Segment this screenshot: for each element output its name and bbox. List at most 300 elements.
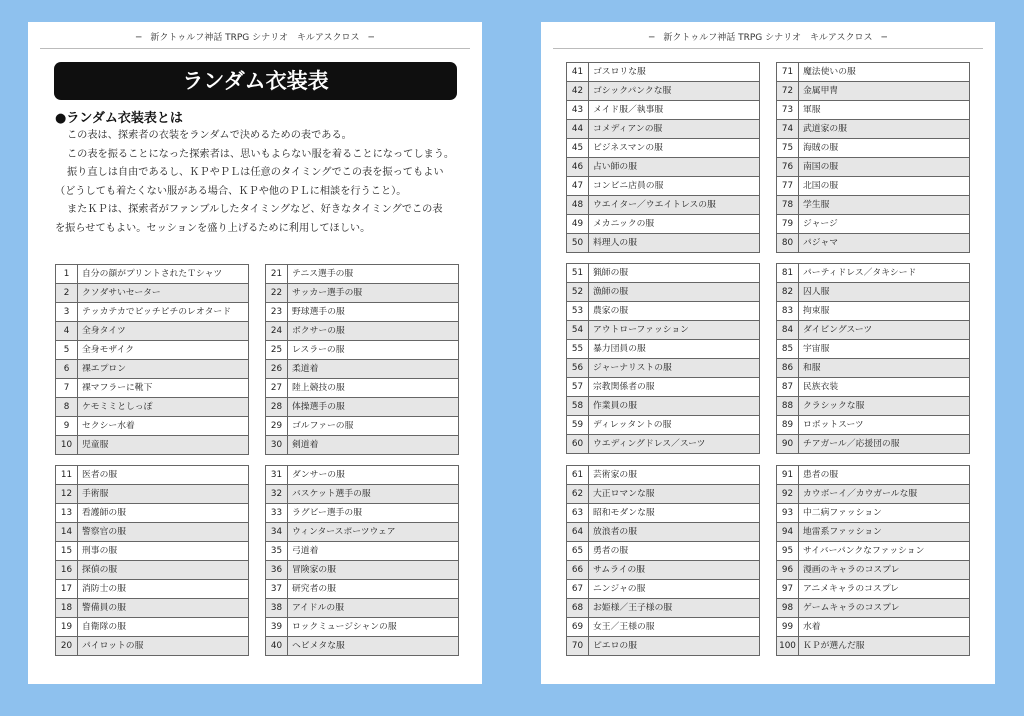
- outfit-name: 占い師の服: [589, 158, 760, 177]
- outfit-name: 宇宙服: [799, 340, 970, 359]
- table-row: [777, 177, 970, 196]
- table-row: [777, 264, 970, 283]
- table-row: [266, 360, 459, 379]
- roll-number: 39: [266, 618, 288, 637]
- outfit-name: 宗教関係者の服: [589, 378, 760, 397]
- roll-number: 75: [777, 139, 799, 158]
- roll-number: 77: [777, 177, 799, 196]
- table-row: [567, 340, 760, 359]
- table-row: [567, 466, 760, 485]
- outfit-name: 猟師の服: [589, 264, 760, 283]
- outfit-name: 剣道着: [288, 436, 459, 455]
- table-row: [56, 542, 249, 561]
- outfit-table: [265, 264, 459, 455]
- roll-number: 79: [777, 215, 799, 234]
- outfit-name: ゴルファーの服: [288, 417, 459, 436]
- table-row: [777, 139, 970, 158]
- roll-number: 12: [56, 485, 78, 504]
- roll-number: 81: [777, 264, 799, 283]
- outfit-name: 探偵の服: [78, 561, 249, 580]
- roll-number: 50: [567, 234, 589, 253]
- table-row: [777, 466, 970, 485]
- table-row: [567, 637, 760, 656]
- table-row: [56, 284, 249, 303]
- table-row: [567, 359, 760, 378]
- outfit-name: ゲームキャラのコスプレ: [799, 599, 970, 618]
- table-row: [777, 504, 970, 523]
- outfit-name: 刑事の服: [78, 542, 249, 561]
- roll-number: 17: [56, 580, 78, 599]
- roll-number: 59: [567, 416, 589, 435]
- table-row: [56, 618, 249, 637]
- roll-number: 91: [777, 466, 799, 485]
- table-row: [266, 379, 459, 398]
- table-row: [567, 177, 760, 196]
- roll-number: 56: [567, 359, 589, 378]
- table-row: [567, 283, 760, 302]
- table-row: [777, 397, 970, 416]
- table-row: [567, 435, 760, 454]
- outfit-name: パイロットの服: [78, 637, 249, 656]
- outfit-name: 医者の服: [78, 466, 249, 485]
- table-row: [266, 284, 459, 303]
- roll-number: 44: [567, 120, 589, 139]
- intro-line: またＫＰは、探索者がファンブルしたタイミングなど、好きなタイミングでこの表: [67, 204, 443, 216]
- table-row: [567, 599, 760, 618]
- roll-number: 66: [567, 561, 589, 580]
- table-row: [56, 561, 249, 580]
- table-row: [567, 264, 760, 283]
- roll-number: 52: [567, 283, 589, 302]
- roll-number: 23: [266, 303, 288, 322]
- outfit-name: ピエロの服: [589, 637, 760, 656]
- outfit-name: 陸上競技の服: [288, 379, 459, 398]
- table-row: [56, 417, 249, 436]
- roll-number: 35: [266, 542, 288, 561]
- roll-number: 41: [567, 63, 589, 82]
- outfit-name: 研究者の服: [288, 580, 459, 599]
- outfit-name: 消防士の服: [78, 580, 249, 599]
- outfit-name: ゴシックパンクな服: [589, 82, 760, 101]
- roll-number: 62: [567, 485, 589, 504]
- outfit-name: 体操選手の服: [288, 398, 459, 417]
- roll-number: 26: [266, 360, 288, 379]
- roll-number: 46: [567, 158, 589, 177]
- table-row: [266, 523, 459, 542]
- table-row: [777, 340, 970, 359]
- outfit-name: 児童服: [78, 436, 249, 455]
- outfit-name: サッカー選手の服: [288, 284, 459, 303]
- outfit-name: 料理人の服: [589, 234, 760, 253]
- outfit-table: [55, 264, 249, 455]
- outfit-name: パジャマ: [799, 234, 970, 253]
- outfit-table: [776, 465, 970, 656]
- roll-number: 1: [56, 265, 78, 284]
- table-row: [567, 542, 760, 561]
- roll-number: 74: [777, 120, 799, 139]
- roll-number: 33: [266, 504, 288, 523]
- table-row: [266, 265, 459, 284]
- table-row: [567, 504, 760, 523]
- roll-number: 61: [567, 466, 589, 485]
- roll-number: 92: [777, 485, 799, 504]
- table-row: [567, 523, 760, 542]
- table-row: [777, 63, 970, 82]
- roll-number: 16: [56, 561, 78, 580]
- table-row: [56, 265, 249, 284]
- roll-number: 99: [777, 618, 799, 637]
- roll-number: 73: [777, 101, 799, 120]
- roll-number: 95: [777, 542, 799, 561]
- roll-number: 96: [777, 561, 799, 580]
- table-row: [777, 378, 970, 397]
- table-row: [266, 322, 459, 341]
- right-page: [541, 22, 995, 684]
- table-row: [567, 158, 760, 177]
- outfit-name: ディレッタントの服: [589, 416, 760, 435]
- table-row: [777, 637, 970, 656]
- outfit-name: 裸エプロン: [78, 360, 249, 379]
- table-row: [777, 82, 970, 101]
- table-row: [266, 303, 459, 322]
- roll-number: 6: [56, 360, 78, 379]
- outfit-table: [566, 62, 760, 253]
- roll-number: 45: [567, 139, 589, 158]
- roll-number: 10: [56, 436, 78, 455]
- outfit-name: 看護師の服: [78, 504, 249, 523]
- table-row: [777, 359, 970, 378]
- outfit-name: 海賊の服: [799, 139, 970, 158]
- table-row: [567, 139, 760, 158]
- outfit-name: 金属甲冑: [799, 82, 970, 101]
- outfit-name: 漁師の服: [589, 283, 760, 302]
- roll-number: 24: [266, 322, 288, 341]
- table-row: [777, 523, 970, 542]
- table-row: [777, 618, 970, 637]
- table-row: [567, 618, 760, 637]
- table-row: [266, 398, 459, 417]
- roll-number: 89: [777, 416, 799, 435]
- roll-number: 8: [56, 398, 78, 417]
- outfit-name: 北国の服: [799, 177, 970, 196]
- roll-number: 40: [266, 637, 288, 656]
- outfit-name: 放浪者の服: [589, 523, 760, 542]
- page-header: ─ 新クトゥルフ神話 TRPG シナリオ キルアスクロス ─: [553, 28, 983, 49]
- outfit-name: パーティドレス／タキシード: [799, 264, 970, 283]
- outfit-name: 昭和モダンな服: [589, 504, 760, 523]
- outfit-name: クラシックな服: [799, 397, 970, 416]
- outfit-name: お姫様／王子様の服: [589, 599, 760, 618]
- outfit-name: ダイビングスーツ: [799, 321, 970, 340]
- outfit-name: ＫＰが選んだ服: [799, 637, 970, 656]
- roll-number: 84: [777, 321, 799, 340]
- table-row: [777, 321, 970, 340]
- roll-number: 88: [777, 397, 799, 416]
- outfit-name: 和服: [799, 359, 970, 378]
- outfit-name: 全身モザイク: [78, 341, 249, 360]
- outfit-name: 柔道着: [288, 360, 459, 379]
- roll-number: 9: [56, 417, 78, 436]
- table-row: [567, 580, 760, 599]
- outfit-name: ラグビー選手の服: [288, 504, 459, 523]
- roll-number: 27: [266, 379, 288, 398]
- roll-number: 7: [56, 379, 78, 398]
- roll-number: 82: [777, 283, 799, 302]
- outfit-name: アニメキャラのコスプレ: [799, 580, 970, 599]
- roll-number: 57: [567, 378, 589, 397]
- roll-number: 5: [56, 341, 78, 360]
- table-row: [777, 416, 970, 435]
- outfit-name: 拘束服: [799, 302, 970, 321]
- roll-number: 68: [567, 599, 589, 618]
- table-row: [567, 302, 760, 321]
- table-row: [567, 397, 760, 416]
- outfit-name: チアガール／応援団の服: [799, 435, 970, 454]
- roll-number: 90: [777, 435, 799, 454]
- roll-number: 49: [567, 215, 589, 234]
- roll-number: 69: [567, 618, 589, 637]
- intro-text: [55, 127, 465, 239]
- outfit-name: 水着: [799, 618, 970, 637]
- roll-number: 47: [567, 177, 589, 196]
- outfit-name: 全身タイツ: [78, 322, 249, 341]
- roll-number: 64: [567, 523, 589, 542]
- outfit-name: 手術服: [78, 485, 249, 504]
- outfit-name: テッカテカでピッチピチのレオタード: [78, 303, 249, 322]
- outfit-name: ヘビメタな服: [288, 637, 459, 656]
- outfit-name: カウボーイ／カウガールな服: [799, 485, 970, 504]
- outfit-name: 弓道着: [288, 542, 459, 561]
- roll-number: 22: [266, 284, 288, 303]
- table-row: [567, 234, 760, 253]
- table-row: [266, 637, 459, 656]
- intro-line: この表を振ることになった探索者は、思いもよらない服を着ることになってしまう。: [67, 148, 455, 160]
- table-row: [56, 599, 249, 618]
- left-page: [28, 22, 482, 684]
- roll-number: 15: [56, 542, 78, 561]
- outfit-name: アイドルの服: [288, 599, 459, 618]
- table-row: [777, 302, 970, 321]
- roll-number: 38: [266, 599, 288, 618]
- outfit-name: 軍服: [799, 101, 970, 120]
- roll-number: 58: [567, 397, 589, 416]
- roll-number: 36: [266, 561, 288, 580]
- outfit-name: ボクサーの服: [288, 322, 459, 341]
- table-row: [56, 360, 249, 379]
- roll-number: 14: [56, 523, 78, 542]
- outfit-name: 魔法使いの服: [799, 63, 970, 82]
- table-row: [567, 561, 760, 580]
- outfit-name: 患者の服: [799, 466, 970, 485]
- table-row: [777, 283, 970, 302]
- table-row: [266, 542, 459, 561]
- outfit-name: サイバーパンクなファッション: [799, 542, 970, 561]
- table-row: [56, 379, 249, 398]
- outfit-name: 漫画のキャラのコスプレ: [799, 561, 970, 580]
- roll-number: 67: [567, 580, 589, 599]
- roll-number: 76: [777, 158, 799, 177]
- table-row: [266, 618, 459, 637]
- table-row: [56, 637, 249, 656]
- table-row: [56, 466, 249, 485]
- outfit-name: レスラーの服: [288, 341, 459, 360]
- table-row: [777, 580, 970, 599]
- roll-number: 100: [777, 637, 799, 656]
- outfit-name: ロボットスーツ: [799, 416, 970, 435]
- roll-number: 3: [56, 303, 78, 322]
- roll-number: 29: [266, 417, 288, 436]
- table-row: [777, 435, 970, 454]
- outfit-name: 自衛隊の服: [78, 618, 249, 637]
- outfit-name: メイド服／執事服: [589, 101, 760, 120]
- outfit-name: 冒険家の服: [288, 561, 459, 580]
- table-row: [777, 542, 970, 561]
- outfit-name: ウエディングドレス／スーツ: [589, 435, 760, 454]
- outfit-name: メカニックの服: [589, 215, 760, 234]
- roll-number: 97: [777, 580, 799, 599]
- roll-number: 94: [777, 523, 799, 542]
- roll-number: 78: [777, 196, 799, 215]
- page-title: ランダム衣装表: [54, 62, 457, 100]
- outfit-name: 大正ロマンな服: [589, 485, 760, 504]
- roll-number: 32: [266, 485, 288, 504]
- outfit-name: 地雷系ファッション: [799, 523, 970, 542]
- outfit-name: 暴力団員の服: [589, 340, 760, 359]
- roll-number: 55: [567, 340, 589, 359]
- table-row: [266, 341, 459, 360]
- outfit-name: 警備員の服: [78, 599, 249, 618]
- roll-number: 31: [266, 466, 288, 485]
- table-row: [56, 341, 249, 360]
- outfit-name: ダンサーの服: [288, 466, 459, 485]
- table-row: [567, 416, 760, 435]
- outfit-name: コンビニ店員の服: [589, 177, 760, 196]
- intro-line: 振り直しは自由であるし、ＫＰやＰＬは任意のタイミングでこの表を振ってもよい: [67, 167, 444, 179]
- roll-number: 21: [266, 265, 288, 284]
- outfit-table: [265, 465, 459, 656]
- table-row: [567, 215, 760, 234]
- outfit-name: 武道家の服: [799, 120, 970, 139]
- table-row: [56, 485, 249, 504]
- table-row: [56, 398, 249, 417]
- intro-line: この表は、探索者の衣装をランダムで決めるための表である。: [67, 130, 352, 141]
- table-row: [56, 303, 249, 322]
- table-row: [266, 466, 459, 485]
- outfit-name: テニス選手の服: [288, 265, 459, 284]
- roll-number: 42: [567, 82, 589, 101]
- roll-number: 87: [777, 378, 799, 397]
- outfit-table: [566, 263, 760, 454]
- table-row: [56, 322, 249, 341]
- outfit-name: 勇者の服: [589, 542, 760, 561]
- roll-number: 43: [567, 101, 589, 120]
- outfit-name: ロックミュージシャンの服: [288, 618, 459, 637]
- outfit-name: 南国の服: [799, 158, 970, 177]
- outfit-name: ウエイター／ウエイトレスの服: [589, 196, 760, 215]
- roll-number: 53: [567, 302, 589, 321]
- intro-line: （どうしても着たくない服がある場合、ＫＰや他のＰＬに相談を行うこと）。: [55, 185, 407, 197]
- outfit-name: アウトローファッション: [589, 321, 760, 340]
- outfit-name: 作業員の服: [589, 397, 760, 416]
- roll-number: 85: [777, 340, 799, 359]
- table-row: [266, 599, 459, 618]
- roll-number: 11: [56, 466, 78, 485]
- table-row: [266, 561, 459, 580]
- outfit-name: 芸術家の服: [589, 466, 760, 485]
- outfit-name: サムライの服: [589, 561, 760, 580]
- roll-number: 51: [567, 264, 589, 283]
- table-row: [567, 101, 760, 120]
- roll-number: 63: [567, 504, 589, 523]
- table-row: [266, 417, 459, 436]
- table-row: [777, 101, 970, 120]
- table-row: [567, 196, 760, 215]
- table-row: [777, 234, 970, 253]
- outfit-name: 自分の顔がプリントされたＴシャツ: [78, 265, 249, 284]
- intro-heading: ●ランダム衣装表とは: [55, 111, 183, 126]
- roll-number: 86: [777, 359, 799, 378]
- outfit-name: バスケット選手の服: [288, 485, 459, 504]
- table-row: [567, 120, 760, 139]
- roll-number: 4: [56, 322, 78, 341]
- outfit-name: ビジネスマンの服: [589, 139, 760, 158]
- roll-number: 37: [266, 580, 288, 599]
- intro-line: を振らせてもよい。セッションを盛り上げるために利用してほしい。: [55, 222, 371, 234]
- table-row: [567, 321, 760, 340]
- table-row: [777, 599, 970, 618]
- roll-number: 98: [777, 599, 799, 618]
- outfit-name: コメディアンの服: [589, 120, 760, 139]
- roll-number: 72: [777, 82, 799, 101]
- table-row: [777, 120, 970, 139]
- outfit-name: 農家の服: [589, 302, 760, 321]
- table-row: [567, 378, 760, 397]
- outfit-name: セクシー水着: [78, 417, 249, 436]
- roll-number: 19: [56, 618, 78, 637]
- outfit-name: ゴスロリな服: [589, 63, 760, 82]
- outfit-name: 女王／王様の服: [589, 618, 760, 637]
- outfit-name: ジャーナリストの服: [589, 359, 760, 378]
- outfit-name: ジャージ: [799, 215, 970, 234]
- roll-number: 83: [777, 302, 799, 321]
- table-row: [56, 436, 249, 455]
- roll-number: 71: [777, 63, 799, 82]
- outfit-table: [776, 263, 970, 454]
- roll-number: 28: [266, 398, 288, 417]
- table-row: [266, 580, 459, 599]
- outfit-name: 中二病ファッション: [799, 504, 970, 523]
- outfit-name: 囚人服: [799, 283, 970, 302]
- table-row: [777, 158, 970, 177]
- outfit-name: 民族衣装: [799, 378, 970, 397]
- table-row: [567, 82, 760, 101]
- table-row: [56, 523, 249, 542]
- roll-number: 13: [56, 504, 78, 523]
- outfit-name: ニンジャの服: [589, 580, 760, 599]
- outfit-name: クソダサいセーター: [78, 284, 249, 303]
- table-row: [567, 63, 760, 82]
- outfit-name: ウィンタースポーツウェア: [288, 523, 459, 542]
- roll-number: 80: [777, 234, 799, 253]
- roll-number: 34: [266, 523, 288, 542]
- roll-number: 2: [56, 284, 78, 303]
- outfit-name: ケモミミとしっぽ: [78, 398, 249, 417]
- outfit-name: 警察官の服: [78, 523, 249, 542]
- outfit-table: [55, 465, 249, 656]
- outfit-table: [566, 465, 760, 656]
- roll-number: 25: [266, 341, 288, 360]
- table-row: [777, 215, 970, 234]
